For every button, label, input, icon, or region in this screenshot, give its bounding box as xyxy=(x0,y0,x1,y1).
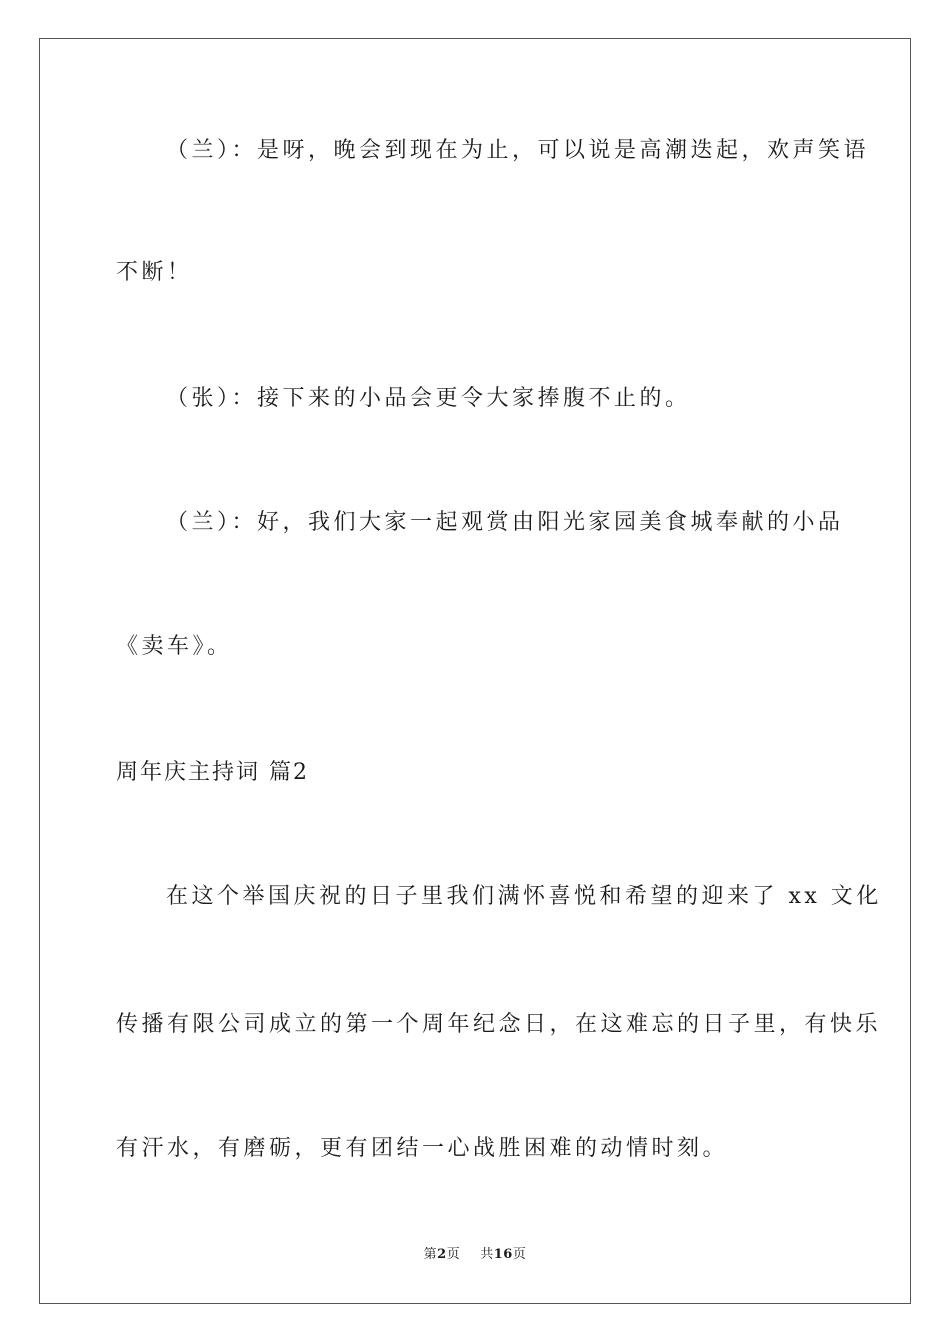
page-border xyxy=(39,38,911,1304)
paragraph-line-1: （兰）：是呀，晚会到现在为止，可以说是高潮迭起，欢声笑语 xyxy=(166,138,870,163)
paragraph-line-2: 不断！ xyxy=(116,260,193,285)
paragraph-line-7: 传播有限公司成立的第一个周年纪念日，在这难忘的日子里，有快乐 xyxy=(116,1012,882,1037)
footer-total-suffix: 页 xyxy=(512,1247,527,1262)
paragraph-line-3: （张）：接下来的小品会更令大家捧腹不止的。 xyxy=(166,386,691,411)
section-heading: 周年庆主持词 篇2 xyxy=(116,760,309,785)
footer-page-prefix: 第 xyxy=(423,1247,438,1262)
paragraph-line-5: 《卖车》。 xyxy=(116,634,233,659)
paragraph-line-8: 有汗水，有磨砺，更有团结一心战胜困难的动情时刻。 xyxy=(116,1136,729,1161)
paragraph-line-6: 在这个举国庆祝的日子里我们满怀喜悦和希望的迎来了 xx 文化 xyxy=(166,884,882,909)
footer-page-number: 2 xyxy=(437,1247,447,1262)
footer-total-pages: 16 xyxy=(493,1247,513,1262)
paragraph-line-4: （兰）：好，我们大家一起观赏由阳光家园美食城奉献的小品 xyxy=(166,510,844,535)
page-footer xyxy=(0,1246,950,1264)
footer-page-suffix: 页 xyxy=(446,1247,461,1262)
footer-total-prefix: 共 xyxy=(480,1247,494,1262)
